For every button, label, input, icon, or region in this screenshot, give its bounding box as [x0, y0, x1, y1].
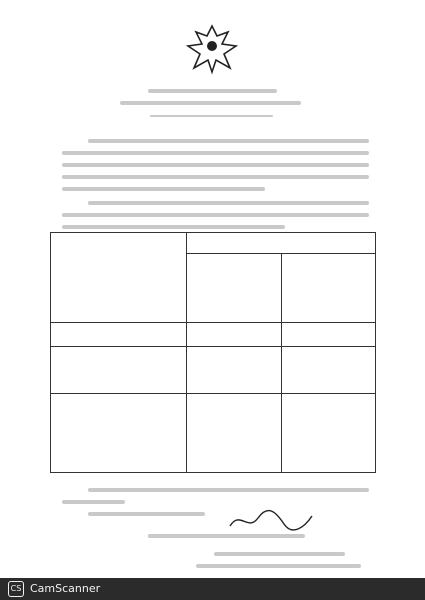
- body-line: [62, 163, 369, 167]
- scanner-app-name: CamScanner: [30, 582, 101, 595]
- divider-stars: [150, 115, 273, 117]
- body-line: [88, 139, 369, 143]
- body-line: [62, 175, 369, 179]
- scanner-footer: [0, 578, 425, 600]
- tax-rate-table: [50, 232, 376, 473]
- body-line: [88, 201, 369, 205]
- body-line: [62, 213, 369, 217]
- garuda-emblem: [182, 22, 242, 76]
- body-line: [62, 225, 285, 229]
- body-line: [62, 187, 265, 191]
- signer-title-line: [196, 564, 361, 568]
- body-line: [62, 151, 369, 155]
- subject-line: [120, 101, 301, 105]
- closing-line: [88, 512, 205, 516]
- closing-line: [88, 488, 369, 492]
- title-line: [148, 89, 277, 93]
- camscanner-logo-icon: CS: [8, 581, 24, 597]
- signature: [226, 508, 316, 534]
- date-line: [148, 534, 305, 538]
- signer-line: [214, 552, 345, 556]
- closing-line: [62, 500, 125, 504]
